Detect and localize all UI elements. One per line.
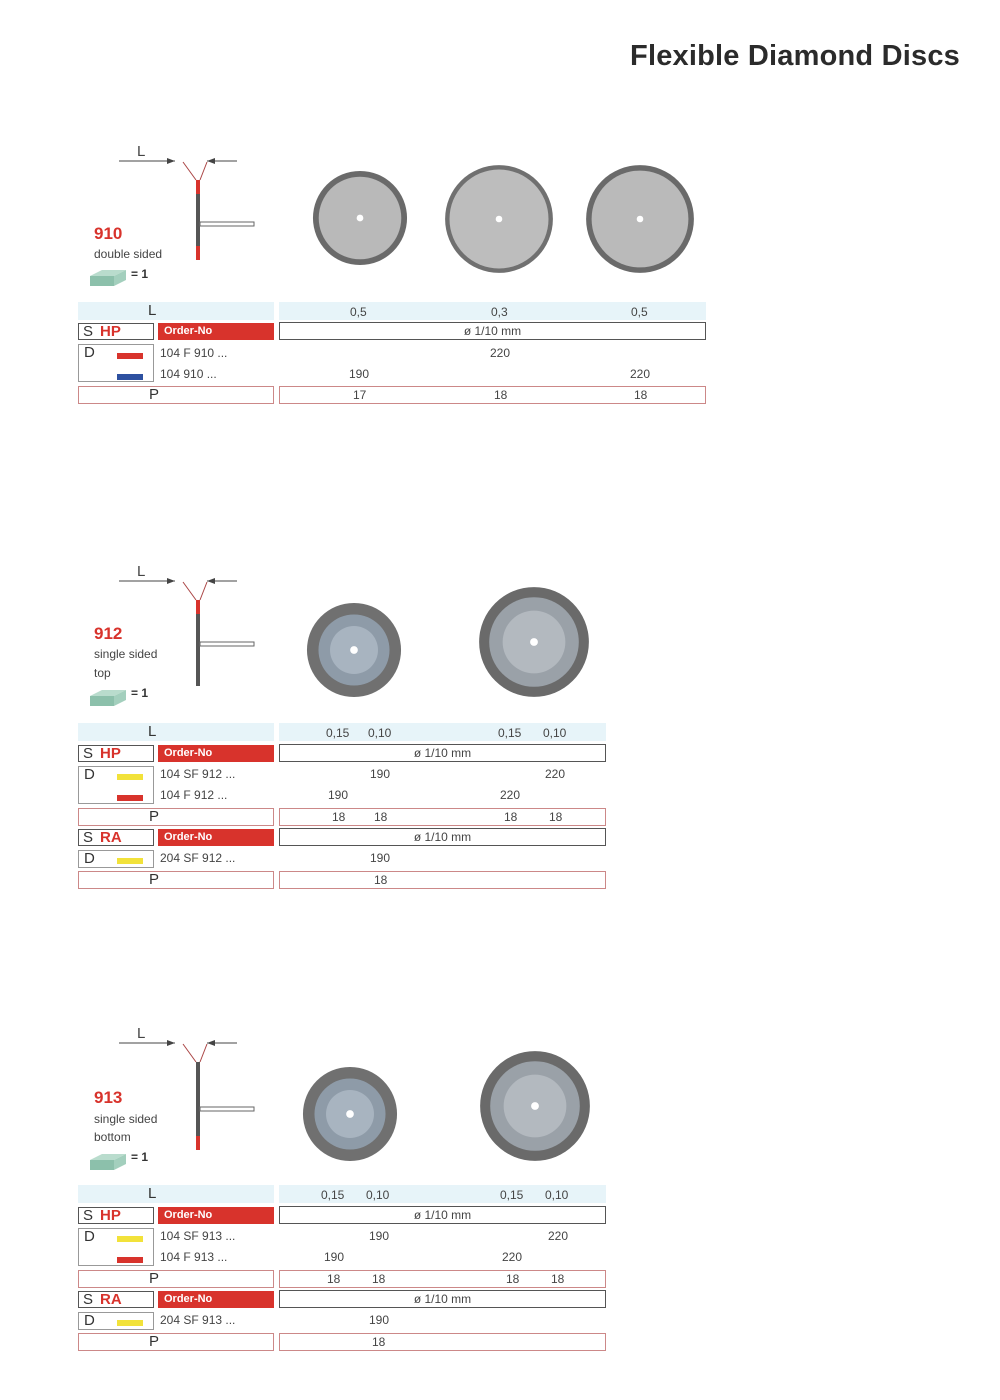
P-label: P bbox=[149, 808, 160, 825]
order-number: 104 SF 912 ... bbox=[160, 767, 236, 781]
package-quantity: = 1 bbox=[131, 1150, 149, 1164]
grit-color-swatch-red bbox=[117, 1257, 143, 1263]
D-label: D bbox=[84, 1228, 95, 1245]
order-no-header: Order-No bbox=[158, 1207, 274, 1224]
L-label: L bbox=[148, 723, 157, 740]
diameter-unit-header: ø 1/10 mm bbox=[279, 828, 606, 846]
S-label: S bbox=[83, 1207, 94, 1224]
shank-type-cell bbox=[78, 323, 154, 340]
disc-schematic-diagram bbox=[115, 1022, 265, 1152]
P-label: P bbox=[149, 1270, 160, 1287]
shank-type-HP: HP bbox=[100, 745, 121, 762]
order-number: 204 SF 913 ... bbox=[160, 1313, 236, 1327]
D-label: D bbox=[84, 850, 95, 867]
disc-schematic-diagram bbox=[115, 560, 265, 690]
disc-image-small bbox=[302, 1066, 398, 1162]
product-section-912 bbox=[0, 560, 1000, 888]
L-header-cell bbox=[78, 723, 274, 741]
L-value: 0,10 bbox=[545, 1188, 569, 1202]
P-label-cell bbox=[78, 871, 274, 889]
disc-image-0,3 bbox=[444, 164, 554, 274]
pack-value: 18 bbox=[327, 1272, 341, 1286]
product-code: 913 bbox=[94, 1088, 123, 1107]
pack-value: 18 bbox=[332, 810, 346, 824]
diameter-value: 190 bbox=[369, 1229, 390, 1243]
diameter-value: 220 bbox=[502, 1250, 523, 1264]
grit-color-swatch-red bbox=[117, 795, 143, 801]
grit-color-swatch-red bbox=[117, 353, 143, 359]
diameter-value: 190 bbox=[370, 851, 391, 865]
L-dimension-label: L bbox=[137, 143, 146, 160]
P-label-cell bbox=[78, 1333, 274, 1351]
P-label: P bbox=[149, 386, 160, 403]
L-value: 0,15 bbox=[326, 726, 350, 740]
order-number: 104 SF 913 ... bbox=[160, 1229, 236, 1243]
P-values-cell bbox=[279, 1333, 606, 1351]
disc-image-large bbox=[478, 586, 590, 698]
order-no-header: Order-No bbox=[158, 829, 274, 846]
shank-type-HP: HP bbox=[100, 323, 121, 340]
pack-value: 18 bbox=[374, 873, 388, 887]
disc-image-small bbox=[306, 602, 402, 698]
pack-value: 18 bbox=[551, 1272, 565, 1286]
diameter-value: 190 bbox=[369, 1313, 390, 1327]
L-value: 0,5 bbox=[631, 305, 648, 319]
L-value: 0,15 bbox=[500, 1188, 524, 1202]
page-title: Flexible Diamond Discs bbox=[630, 40, 960, 72]
shank-type-cell bbox=[78, 745, 154, 762]
product-code: 912 bbox=[94, 624, 123, 643]
pack-value: 18 bbox=[549, 810, 563, 824]
L-value: 0,5 bbox=[350, 305, 367, 319]
diameter-unit-header: ø 1/10 mm bbox=[279, 744, 606, 762]
S-label: S bbox=[83, 323, 94, 340]
order-number: 104 F 910 ... bbox=[160, 346, 228, 360]
pack-value: 18 bbox=[374, 810, 388, 824]
shank-type-cell bbox=[78, 829, 154, 846]
diameter-value: 220 bbox=[548, 1229, 569, 1243]
shank-type-cell bbox=[78, 1207, 154, 1224]
S-label: S bbox=[83, 829, 94, 846]
L-value: 0,15 bbox=[498, 726, 522, 740]
D-label: D bbox=[84, 344, 95, 361]
L-header-cell bbox=[78, 1185, 274, 1203]
grit-color-swatch-blue bbox=[117, 374, 143, 380]
package-quantity: = 1 bbox=[131, 686, 149, 700]
D-label-cell bbox=[78, 766, 154, 804]
disc-image-0,5 bbox=[312, 170, 408, 266]
pack-value: 18 bbox=[634, 388, 648, 402]
L-value: 0,10 bbox=[543, 726, 567, 740]
D-label-cell bbox=[78, 1228, 154, 1266]
diameter-value: 190 bbox=[349, 367, 370, 381]
package-quantity: = 1 bbox=[131, 267, 149, 281]
L-label: L bbox=[148, 1185, 157, 1202]
shank-type-cell bbox=[78, 1291, 154, 1308]
L-header-cell bbox=[78, 302, 274, 320]
L-label: L bbox=[148, 302, 157, 319]
pack-value: 18 bbox=[494, 388, 508, 402]
diameter-value: 190 bbox=[370, 767, 391, 781]
pack-value: 18 bbox=[506, 1272, 520, 1286]
pack-value: 17 bbox=[353, 388, 367, 402]
D-label: D bbox=[84, 1312, 95, 1329]
product-description-position: bottom bbox=[94, 1130, 131, 1144]
pack-value: 18 bbox=[372, 1272, 386, 1286]
grit-color-swatch-yellow bbox=[117, 1320, 143, 1326]
L-value: 0,15 bbox=[321, 1188, 345, 1202]
S-label: S bbox=[83, 1291, 94, 1308]
product-section-913 bbox=[0, 1022, 1000, 1350]
disc-image-large bbox=[479, 1050, 591, 1162]
pack-value: 18 bbox=[372, 1335, 386, 1349]
diameter-unit-header: ø 1/10 mm bbox=[279, 1290, 606, 1308]
diameter-value: 220 bbox=[545, 767, 566, 781]
S-label: S bbox=[83, 745, 94, 762]
diameter-unit-header: ø 1/10 mm bbox=[279, 322, 706, 340]
product-code: 910 bbox=[94, 224, 123, 243]
P-label-cell bbox=[78, 808, 274, 826]
grit-color-swatch-yellow bbox=[117, 858, 143, 864]
P-label-cell bbox=[78, 386, 274, 404]
product-description-position: top bbox=[94, 666, 111, 680]
diameter-value: 190 bbox=[328, 788, 349, 802]
D-label-cell bbox=[78, 344, 154, 382]
L-value: 0,10 bbox=[368, 726, 392, 740]
L-value: 0,10 bbox=[366, 1188, 390, 1202]
order-number: 104 F 912 ... bbox=[160, 788, 228, 802]
diameter-unit-header: ø 1/10 mm bbox=[279, 1206, 606, 1224]
shank-type-RA: RA bbox=[100, 829, 122, 846]
D-label-cell bbox=[78, 1312, 154, 1330]
diameter-value: 190 bbox=[324, 1250, 345, 1264]
product-description: single sided bbox=[94, 1112, 158, 1126]
svg-text:L: L bbox=[137, 1025, 146, 1042]
disc-image-0,5b bbox=[585, 164, 695, 274]
diameter-value: 220 bbox=[630, 367, 651, 381]
D-label: D bbox=[84, 766, 95, 783]
pack-value: 18 bbox=[504, 810, 518, 824]
shank-type-HP: HP bbox=[100, 1207, 121, 1224]
order-no-header: Order-No bbox=[158, 323, 274, 340]
P-label: P bbox=[149, 1333, 160, 1350]
D-label-cell bbox=[78, 850, 154, 868]
shank-type-RA: RA bbox=[100, 1291, 122, 1308]
diameter-value: 220 bbox=[500, 788, 521, 802]
order-number: 204 SF 912 ... bbox=[160, 851, 236, 865]
grit-color-swatch-yellow bbox=[117, 1236, 143, 1242]
product-section-910 bbox=[0, 140, 1000, 460]
product-description: single sided bbox=[94, 647, 158, 661]
diameter-value: 220 bbox=[490, 346, 511, 360]
svg-text:L: L bbox=[137, 563, 146, 580]
P-values-cell bbox=[279, 871, 606, 889]
product-description: double sided bbox=[94, 247, 163, 261]
L-value: 0,3 bbox=[491, 305, 508, 319]
order-no-header: Order-No bbox=[158, 745, 274, 762]
order-number: 104 910 ... bbox=[160, 367, 217, 381]
order-number: 104 F 913 ... bbox=[160, 1250, 228, 1264]
order-no-header: Order-No bbox=[158, 1291, 274, 1308]
P-label-cell bbox=[78, 1270, 274, 1288]
P-label: P bbox=[149, 871, 160, 888]
grit-color-swatch-yellow bbox=[117, 774, 143, 780]
